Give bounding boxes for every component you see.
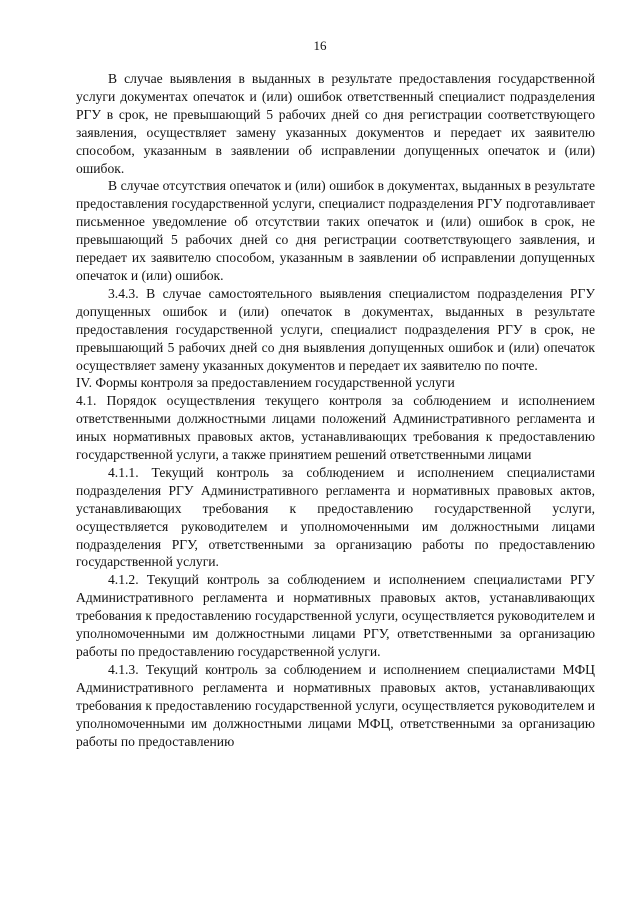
paragraph-3-4-3: 3.4.3. В случае самостоятельного выявления специалистом подразделения РГУ допущенных ошибок и (или) опечаток в документах, выданных в результате предоставления государственной услуги, специалист подразделения РГУ в срок, не превышающий 5 рабочих дней со дня выявления допущенных ошибок и (или) опечаток осуществляет замену указанных документов и передает их заявителю по почте. bbox=[76, 285, 595, 373]
paragraph-4-1-2: 4.1.2. Текущий контроль за соблюдением и исполнением специалистами РГУ Административного регламента и нормативных правовых актов, устанавливающих требования к предоставлению государственной услуги, осуществляется руководителем и уполномоченными им должностными лицами РГУ, ответственными за организацию работы по предоставлению государственной услуги. bbox=[76, 572, 595, 659]
document-body bbox=[76, 70, 595, 750]
paragraph-no-errors: В случае отсутствия опечаток и (или) ошибок в документах, выданных в результате предоставления государственной услуги, специалист подразделения РГУ подготавливает письменное уведомление об отсутствии таких опечаток и (или) ошибок в срок, не превышающий 5 рабочих дней со дня регистрации соответствующего заявления, и передает их заявителю способом, указанным в заявлении об исправлении допущенных опечаток и (или) ошибок. bbox=[76, 178, 595, 283]
subsection-heading: 4.1. Порядок осуществления текущего контроля за соблюдением и исполнением ответственными должностными лицами положений Административного регламента и иных нормативных правовых актов, устанавливающих требования к предоставлению государственной услуги, а также принятием решений ответственными лицами bbox=[76, 393, 595, 463]
paragraph-4-1-3: 4.1.3. Текущий контроль за соблюдением и исполнением специалистами МФЦ Административного регламента и нормативных правовых актов, устанавливающих требования к предоставлению государственной услуги, осуществляется руководителем и уполномоченными им должностными лицами МФЦ, ответственными за организацию работы по предоставлению bbox=[76, 661, 595, 749]
section-heading: IV. Формы контроля за предоставлением государственной услуги bbox=[76, 375, 455, 391]
paragraph-4-1-1: 4.1.1. Текущий контроль за соблюдением и исполнением специалистами подразделения РГУ Административного регламента и нормативных правовых актов, устанавливающих требования к предоставлению государственной услуги, осуществляется руководителем и уполномоченными им должностными лицами подразделения РГУ, ответственными за организацию работы по предоставлению государственной услуги. bbox=[76, 464, 595, 570]
paragraph-correction-found: В случае выявления в выданных в результате предоставления государственной услуги документах опечаток и (или) ошибок ответственный специалист подразделения РГУ в срок, не превышающий 5 рабочих дней со дня регистрации соответствующего заявления, осуществляет замену указанных документов и передает их заявителю способом, указанным в заявлении об исправлении допущенных опечаток и (или) ошибок. bbox=[76, 71, 595, 176]
page-number: 16 bbox=[313, 38, 327, 53]
